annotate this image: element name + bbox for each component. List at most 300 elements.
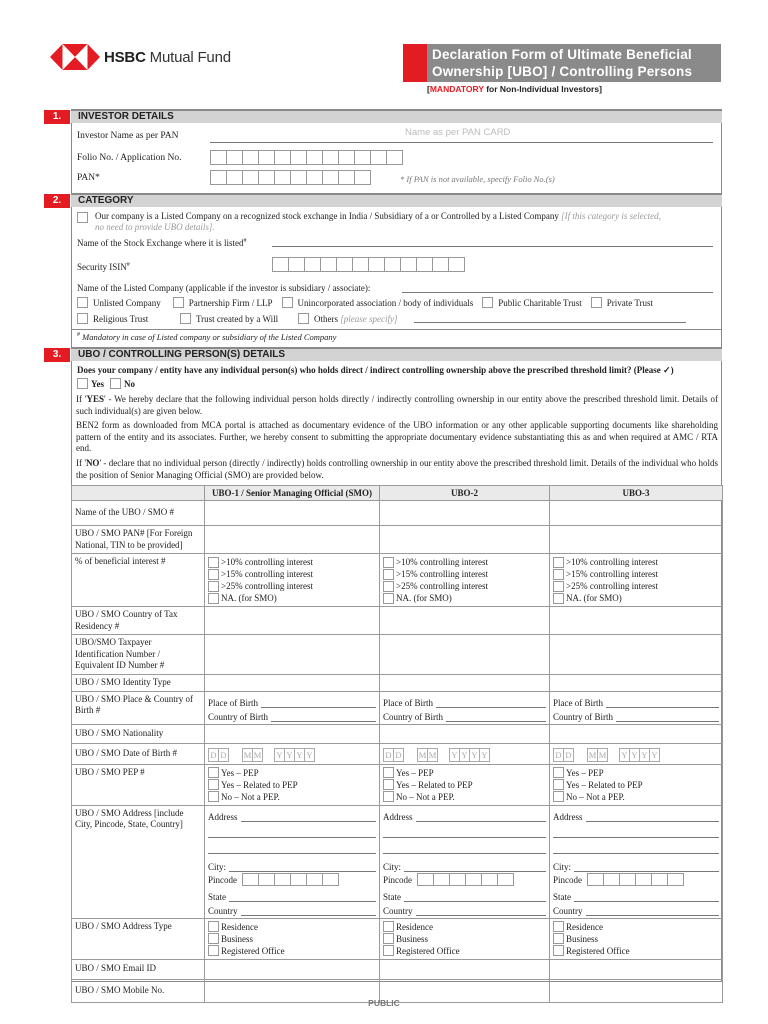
country-of-birth-field[interactable] (383, 708, 546, 722)
char-box[interactable] (338, 150, 355, 165)
place-of-birth-field[interactable] (208, 694, 376, 708)
dob-digit-box[interactable]: Y (459, 748, 470, 762)
investor-name-label: Investor Name as per PAN (77, 131, 179, 141)
dob-digit-box[interactable]: D (393, 748, 404, 762)
option-label: Registered Office (221, 945, 285, 956)
ubo-1-email-cell[interactable] (205, 959, 380, 979)
char-box[interactable] (258, 170, 275, 185)
pan-input-boxes[interactable] (210, 170, 370, 185)
ubo-3-address-type-options (550, 918, 723, 959)
char-box[interactable] (210, 170, 227, 185)
country-field[interactable] (553, 902, 719, 916)
checkbox[interactable] (208, 557, 219, 568)
checkbox[interactable] (208, 569, 219, 580)
title-accent-bar (403, 44, 427, 82)
char-box[interactable] (210, 150, 227, 165)
option-label: >10% controlling interest (566, 557, 659, 567)
city-line[interactable] (574, 862, 719, 872)
interest-option[interactable] (208, 556, 376, 568)
mandatory-note: [MANDATORY for Non-Individual Investors] (427, 84, 602, 94)
char-box[interactable] (386, 150, 403, 165)
dob-digit-box[interactable]: Y (639, 748, 650, 762)
checkbox[interactable] (553, 569, 564, 580)
option-label: Yes – PEP (566, 767, 604, 778)
table-row-dob (72, 743, 723, 764)
pep-option[interactable] (208, 779, 376, 791)
address-type-option[interactable] (383, 921, 546, 933)
address-line-3[interactable] (553, 838, 719, 854)
ubo-1-dob-boxes[interactable] (205, 743, 380, 764)
interest-option[interactable] (553, 556, 719, 568)
city-line[interactable] (229, 862, 376, 872)
ubo-2-email-cell[interactable] (380, 959, 550, 979)
char-box[interactable] (306, 170, 323, 185)
address-line-2[interactable] (553, 822, 719, 838)
option-label: Registered Office (396, 945, 460, 956)
checkbox[interactable] (208, 945, 219, 956)
ubo-1-pep-options (205, 764, 380, 805)
table-row-beneficial-interest (72, 554, 723, 607)
pincode-digit-box[interactable] (465, 873, 482, 886)
option-label: >10% controlling interest (396, 557, 489, 567)
dob-digit-box[interactable]: M (598, 749, 607, 760)
char-box[interactable] (352, 257, 369, 272)
address-field[interactable] (553, 808, 719, 822)
checkbox[interactable] (77, 297, 88, 308)
option-label: No – Not a PEP. (221, 791, 280, 802)
option-unlisted-company[interactable]: Unlisted Company (77, 297, 161, 308)
checkbox[interactable] (553, 945, 564, 956)
stock-exchange-field[interactable] (272, 246, 713, 247)
char-box[interactable] (432, 257, 449, 272)
option-partnership-firm[interactable]: Partnership Firm / LLP (173, 297, 273, 308)
brand-name: HSBC Mutual Fund (104, 48, 231, 66)
table-row-tax-residency (72, 607, 723, 635)
country-of-birth-field[interactable] (208, 708, 376, 722)
dob-digit-box[interactable]: Y (449, 748, 460, 762)
dob-digit-box[interactable]: Y (469, 748, 480, 762)
ubo-3-pan-cell[interactable] (550, 526, 723, 554)
char-box[interactable] (290, 170, 307, 185)
option-private-trust[interactable]: Private Trust (591, 297, 653, 308)
ubo-2-tin-cell[interactable] (380, 635, 550, 675)
char-box[interactable] (226, 150, 243, 165)
interest-option[interactable] (383, 592, 546, 604)
place-of-birth-line[interactable] (606, 698, 719, 708)
dob-digit-box[interactable]: D (208, 748, 219, 762)
section-header-category: CATEGORY (71, 193, 722, 207)
checkbox[interactable] (383, 933, 394, 944)
checkbox[interactable] (383, 557, 394, 568)
checkbox[interactable] (383, 945, 394, 956)
dob-digit-box[interactable]: M (418, 749, 427, 760)
pep-option[interactable] (383, 791, 546, 803)
option-no[interactable]: No (110, 378, 135, 389)
char-box[interactable] (272, 257, 289, 272)
listed-company-name-label: Name of the Listed Company (applicable if the investor is subsidiary / associate): (77, 283, 371, 293)
option-label: >25% controlling interest (221, 581, 314, 591)
address-type-option[interactable] (383, 933, 546, 945)
ubo-3-name-cell[interactable] (550, 501, 723, 526)
section-header-ubo-details: UBO / CONTROLLING PERSON(S) DETAILS (71, 347, 722, 361)
interest-option[interactable] (383, 568, 546, 580)
checkbox[interactable] (553, 921, 564, 932)
checkbox[interactable] (553, 593, 564, 604)
address-label: Address (208, 811, 238, 822)
pincode-digit-box[interactable] (603, 873, 620, 886)
ubo-2-pan-cell[interactable] (380, 526, 550, 554)
address-type-option[interactable] (208, 945, 376, 957)
checkbox[interactable] (553, 581, 564, 592)
ubo-3-tin-cell[interactable] (550, 635, 723, 675)
dob-digit-box[interactable]: M (588, 749, 597, 760)
dob-digit-box[interactable]: Y (284, 748, 295, 762)
row-label: UBO / SMO Date of Birth # (72, 743, 205, 764)
checkbox[interactable] (180, 313, 191, 324)
option-label: Yes – PEP (396, 767, 434, 778)
state-field[interactable] (383, 888, 546, 902)
state-label: State (383, 891, 401, 902)
header-ubo-1: UBO-1 / Senior Managing Official (SMO) (205, 486, 380, 501)
city-field[interactable] (553, 858, 719, 872)
dob-digit-box[interactable]: Y (479, 748, 490, 762)
ubo-3-dob-boxes[interactable] (550, 743, 723, 764)
ubo-3-address-fields (550, 805, 723, 918)
country-field[interactable] (208, 902, 376, 916)
country-of-birth-line[interactable] (446, 712, 546, 722)
option-label: Residence (221, 921, 258, 932)
address-line[interactable] (416, 812, 547, 822)
option-unincorporated-association[interactable]: Unincorporated association / body of individuals (282, 297, 474, 308)
checkbox[interactable] (553, 933, 564, 944)
pep-option[interactable] (553, 779, 719, 791)
table-row-pan (72, 526, 723, 554)
dob-digit-box[interactable]: Y (649, 748, 660, 762)
option-religious-trust[interactable]: Religious Trust (77, 313, 180, 324)
char-box[interactable] (354, 150, 371, 165)
address-line-3[interactable] (383, 838, 546, 854)
option-label: NA. (for SMO) (566, 593, 622, 603)
header-ubo-2: UBO-2 (380, 486, 550, 501)
place-of-birth-field[interactable] (553, 694, 719, 708)
char-box[interactable] (258, 150, 275, 165)
ubo-3-identity-type-cell[interactable] (550, 674, 723, 691)
dob-digit-box[interactable]: M (253, 749, 262, 760)
ubo-3-tax-country-cell[interactable] (550, 607, 723, 635)
investor-name-field[interactable] (210, 142, 713, 143)
checkbox[interactable] (383, 791, 394, 802)
ubo-2-nationality-cell[interactable] (380, 724, 550, 743)
ubo-2-birth-fields (380, 691, 550, 724)
classification-label: PUBLIC (368, 998, 400, 1008)
option-label: Yes – Related to PEP (221, 779, 298, 790)
country-line[interactable] (586, 906, 719, 916)
row-label: UBO / SMO Address Type (72, 918, 205, 959)
place-of-birth-line[interactable] (436, 698, 546, 708)
option-label: No – Not a PEP. (566, 791, 625, 802)
pincode-digit-box[interactable] (433, 873, 450, 886)
pep-option[interactable] (383, 767, 546, 779)
dob-digit-box[interactable]: D (383, 748, 394, 762)
country-of-birth-label: Country of Birth (208, 711, 268, 722)
address-line-2[interactable] (383, 822, 546, 838)
state-field[interactable] (208, 888, 376, 902)
investor-name-placeholder: Name as per PAN CARD (405, 127, 511, 138)
checkbox[interactable] (553, 557, 564, 568)
state-field[interactable] (553, 888, 719, 902)
ubo-2-name-cell[interactable] (380, 501, 550, 526)
option-label: Yes – Related to PEP (396, 779, 473, 790)
dob-digit-box[interactable]: D (553, 748, 564, 762)
listed-company-text: Our company is a Listed Company on a recognized stock exchange in India / Subsidiary of a or Controlled by a Listed Company [If this category is selected, (95, 211, 661, 221)
ubo-2-identity-type-cell[interactable] (380, 674, 550, 691)
checkbox[interactable] (208, 767, 219, 778)
country-of-birth-line[interactable] (271, 712, 376, 722)
city-field[interactable] (383, 858, 546, 872)
char-box[interactable] (226, 170, 243, 185)
checkbox[interactable] (383, 569, 394, 580)
ubo-1-birth-fields (205, 691, 380, 724)
ubo-2-tax-country-cell[interactable] (380, 607, 550, 635)
place-of-birth-field[interactable] (383, 694, 546, 708)
address-type-option[interactable] (553, 933, 719, 945)
pincode-digit-box[interactable] (619, 873, 636, 886)
interest-option[interactable] (553, 580, 719, 592)
place-of-birth-label: Place of Birth (553, 697, 603, 708)
address-line-3[interactable] (208, 838, 376, 854)
country-of-birth-field[interactable] (553, 708, 719, 722)
option-yes[interactable]: Yes (77, 378, 104, 389)
dob-digit-box[interactable]: Y (304, 748, 315, 762)
checkbox[interactable] (208, 593, 219, 604)
char-box[interactable] (320, 257, 337, 272)
state-line[interactable] (404, 892, 546, 902)
checkbox[interactable] (383, 921, 394, 932)
char-box[interactable] (368, 257, 385, 272)
char-box[interactable] (242, 150, 259, 165)
others-specify-field[interactable] (414, 322, 686, 323)
char-box[interactable] (336, 257, 353, 272)
listed-company-name-field[interactable] (402, 292, 713, 293)
ubo-1-tin-cell[interactable] (205, 635, 380, 675)
city-label: City: (208, 861, 227, 872)
place-of-birth-label: Place of Birth (383, 697, 433, 708)
checkbox[interactable] (553, 779, 564, 790)
char-box[interactable] (370, 150, 387, 165)
pep-option[interactable] (553, 767, 719, 779)
dob-digit-box[interactable]: M (243, 749, 252, 760)
checkbox[interactable] (553, 791, 564, 802)
checkbox[interactable] (208, 581, 219, 592)
pincode-digit-box[interactable] (322, 873, 339, 886)
pincode-digit-box[interactable] (306, 873, 323, 886)
row-label: UBO / SMO Mobile No. (72, 979, 205, 1002)
dob-digit-box[interactable]: Y (294, 748, 305, 762)
interest-option[interactable] (208, 568, 376, 580)
header-blank (72, 486, 205, 501)
checkbox[interactable] (173, 297, 184, 308)
country-line[interactable] (241, 906, 376, 916)
option-label: >25% controlling interest (396, 581, 489, 591)
pincode-digit-box[interactable] (258, 873, 275, 886)
char-box[interactable] (416, 257, 433, 272)
pincode-digit-box[interactable] (587, 873, 604, 886)
char-box[interactable] (448, 257, 465, 272)
section-header-investor-details: INVESTOR DETAILS (71, 109, 722, 123)
state-label: State (208, 891, 226, 902)
interest-option[interactable] (553, 568, 719, 580)
char-box[interactable] (322, 170, 339, 185)
checkbox[interactable] (383, 779, 394, 790)
yes-checkbox[interactable] (77, 378, 88, 389)
checkbox[interactable] (208, 933, 219, 944)
pincode-digit-box[interactable] (667, 873, 684, 886)
char-box[interactable] (290, 150, 307, 165)
char-box[interactable] (338, 170, 355, 185)
ubo-3-nationality-cell[interactable] (550, 724, 723, 743)
interest-option[interactable] (553, 592, 719, 604)
country-line[interactable] (416, 906, 546, 916)
listed-company-checkbox[interactable] (77, 212, 88, 223)
pincode-digit-box[interactable] (449, 873, 466, 886)
pincode-label: Pincode (553, 874, 582, 885)
pincode-digit-box[interactable] (635, 873, 652, 886)
address-type-option[interactable] (208, 921, 376, 933)
ubo-1-name-cell[interactable] (205, 501, 380, 526)
char-box[interactable] (400, 257, 417, 272)
ubo-question: Does your company / entity have any individual person(s) who holds direct / indirect controlling ownership above the prescribed threshold limit? (Please ✓) (77, 365, 674, 375)
address-type-option[interactable] (208, 933, 376, 945)
dob-digit-box[interactable]: M (428, 749, 437, 760)
address-label: Address (383, 811, 413, 822)
checkbox[interactable] (591, 297, 602, 308)
pincode-digit-box[interactable] (290, 873, 307, 886)
dob-digit-box[interactable]: Y (274, 748, 285, 762)
row-label: Name of the UBO / SMO # (72, 501, 205, 526)
option-others[interactable]: Others [please specify] (298, 313, 397, 324)
ubo-2-dob-boxes[interactable] (380, 743, 550, 764)
checkbox[interactable] (208, 921, 219, 932)
checkbox[interactable] (383, 581, 394, 592)
isin-label: Security ISIN# (77, 262, 130, 272)
city-field[interactable] (208, 858, 376, 872)
interest-option[interactable] (208, 580, 376, 592)
checkbox[interactable] (298, 313, 309, 324)
city-line[interactable] (404, 862, 546, 872)
option-label: Yes – PEP (221, 767, 259, 778)
pincode-digit-box[interactable] (242, 873, 259, 886)
pan-note: * If PAN is not available, specify Folio No.(s) (400, 174, 555, 184)
char-box[interactable] (274, 170, 291, 185)
char-box[interactable] (274, 150, 291, 165)
pincode-digit-box[interactable] (417, 873, 434, 886)
char-box[interactable] (354, 170, 371, 185)
country-of-birth-line[interactable] (616, 712, 719, 722)
checkbox[interactable] (383, 767, 394, 778)
pep-option[interactable] (208, 791, 376, 803)
checkbox[interactable] (553, 767, 564, 778)
checkbox[interactable] (208, 791, 219, 802)
address-field[interactable] (383, 808, 546, 822)
pincode-digit-box[interactable] (274, 873, 291, 886)
ubo-3-email-cell[interactable] (550, 959, 723, 979)
state-line[interactable] (229, 892, 376, 902)
country-of-birth-label: Country of Birth (553, 711, 613, 722)
pincode-digit-box[interactable] (497, 873, 514, 886)
char-box[interactable] (304, 257, 321, 272)
row-label: UBO / SMO Identity Type (72, 674, 205, 691)
pep-option[interactable] (553, 791, 719, 803)
option-label: >15% controlling interest (396, 569, 489, 579)
section-number-2: 2. (44, 194, 70, 208)
table-row-address-type (72, 918, 723, 959)
pincode-digit-box[interactable] (651, 873, 668, 886)
ubo-1-nationality-cell[interactable] (205, 724, 380, 743)
state-line[interactable] (574, 892, 719, 902)
checkbox[interactable] (282, 297, 293, 308)
dob-digit-box[interactable]: D (563, 748, 574, 762)
address-line[interactable] (586, 812, 720, 822)
no-checkbox[interactable] (110, 378, 121, 389)
form-title-banner (403, 44, 721, 82)
row-label: % of beneficial interest # (72, 554, 205, 607)
country-field[interactable] (383, 902, 546, 916)
char-box[interactable] (288, 257, 305, 272)
checkbox[interactable] (482, 297, 493, 308)
dob-digit-box[interactable]: Y (619, 748, 630, 762)
char-box[interactable] (306, 150, 323, 165)
ubo-1-pan-cell[interactable] (205, 526, 380, 554)
interest-option[interactable] (383, 580, 546, 592)
address-type-option[interactable] (553, 921, 719, 933)
char-box[interactable] (242, 170, 259, 185)
address-type-option[interactable] (383, 945, 546, 957)
folio-input-boxes[interactable] (210, 150, 402, 165)
ubo-2-interest-options (380, 554, 550, 607)
option-label: Business (566, 933, 599, 944)
address-type-option[interactable] (553, 945, 719, 957)
option-label: >10% controlling interest (221, 557, 314, 567)
checkbox[interactable] (77, 313, 88, 324)
address-line[interactable] (241, 812, 377, 822)
option-public-charitable-trust[interactable]: Public Charitable Trust (482, 297, 582, 308)
isin-input-boxes[interactable] (272, 257, 464, 272)
address-field[interactable] (208, 808, 376, 822)
folio-label: Folio No. / Application No. (77, 153, 182, 163)
interest-option[interactable] (383, 556, 546, 568)
char-box[interactable] (384, 257, 401, 272)
dob-digit-box[interactable]: Y (629, 748, 640, 762)
ubo-1-tax-country-cell[interactable] (205, 607, 380, 635)
interest-option[interactable] (208, 592, 376, 604)
checkbox[interactable] (383, 593, 394, 604)
pep-option[interactable] (383, 779, 546, 791)
address-line-2[interactable] (208, 822, 376, 838)
pincode-digit-box[interactable] (481, 873, 498, 886)
pep-option[interactable] (208, 767, 376, 779)
table-row-nationality (72, 724, 723, 743)
checkbox[interactable] (208, 779, 219, 790)
place-of-birth-line[interactable] (261, 698, 376, 708)
row-label: UBO / SMO Country of Tax Residency # (72, 607, 205, 635)
option-trust-will[interactable]: Trust created by a Will (180, 313, 298, 324)
ubo-1-identity-type-cell[interactable] (205, 674, 380, 691)
row-label: UBO / SMO Email ID (72, 959, 205, 979)
dob-digit-box[interactable]: D (218, 748, 229, 762)
stock-exchange-label: Name of the Stock Exchange where it is listed# (77, 238, 247, 248)
char-box[interactable] (322, 150, 339, 165)
pincode-field (553, 872, 719, 888)
